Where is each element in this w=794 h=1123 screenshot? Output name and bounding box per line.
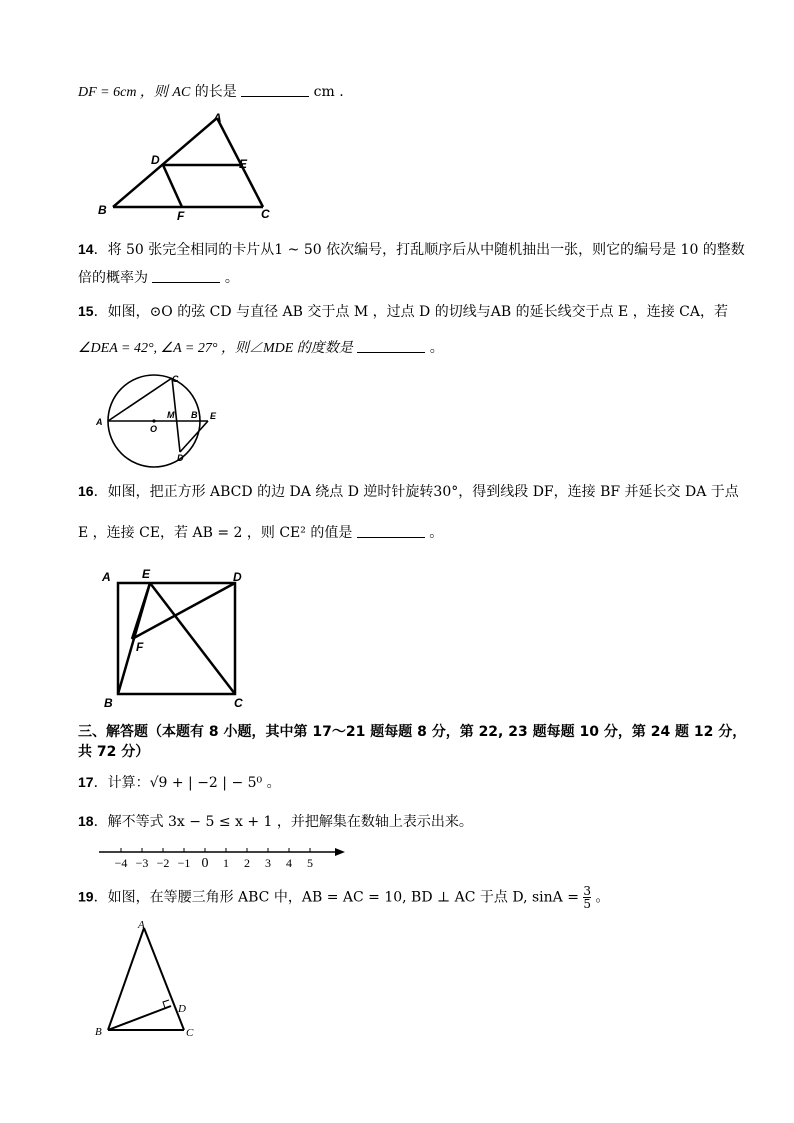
label-a: A [96, 417, 103, 427]
q15-text: ．如图，⊙O 的弦 CD 与直径 AB 交于点 M ，过点 D 的切线与AB 的延长线交于点 E ，连接 CA，若 [93, 304, 728, 320]
answer-blank[interactable] [152, 268, 220, 283]
label-e: E [142, 567, 151, 581]
segment-ca [108, 378, 172, 421]
number-line-tick-label: −2 [156, 856, 170, 870]
segment-ce [150, 583, 235, 694]
label-c: C [186, 1027, 194, 1039]
tangent-de [180, 421, 208, 452]
section-heading [78, 722, 758, 762]
q15-line2 [78, 338, 444, 359]
q18-body: ．解不等式 3x − 5 ≤ x + 1 ，并把解集在数轴上表示出来。 [93, 814, 473, 830]
figure-16-square [100, 565, 260, 710]
number-line-arrow [335, 848, 345, 856]
number-line-tick-label: −1 [177, 856, 191, 870]
q19-body: ．如图，在等腰三角形 ABC 中，AB = AC = 10, BD ⊥ AC 于点 D, sinA = [93, 889, 579, 906]
q17-text [78, 772, 281, 793]
label-e: E [239, 157, 248, 171]
number-line-tick-label: 5 [307, 856, 313, 870]
question-number: 16 [78, 483, 94, 499]
q19-text [78, 885, 610, 910]
section-heading-line1: 三、解答题（本题有 8 小题，其中第 17～21 题每题 8 分，第 22, 23 题每题 10 分，第 24 题 12 分， [78, 724, 747, 740]
label-a: A [102, 570, 111, 584]
number-line-tick-label: 3 [265, 856, 271, 870]
section-heading-line2: 共 72 分） [78, 744, 150, 760]
number-line-tick-label: −4 [114, 856, 128, 870]
label-b: B [95, 1026, 102, 1038]
question-number: 14 [78, 241, 94, 257]
q16-text: ．如图，把正方形 ABCD 的边 DA 绕点 D 逆时针旋转30°，得到线段 DF，连接 BF 并延长交 DA 于点 [93, 484, 739, 500]
q14-text-pre: 倍的概率为 [78, 270, 148, 286]
number-line [95, 840, 355, 870]
label-d: D [151, 153, 160, 167]
q16-line2 [78, 523, 443, 543]
q14-line2 [78, 268, 239, 288]
q13-text-pre: DF = 6cm ，则 [78, 85, 168, 100]
q13-text [78, 82, 344, 103]
q15-text-post: 。 [429, 340, 444, 356]
q15-text-pre: ∠DEA = 42°, ∠A = 27° ，则∠MDE 的度数是 [78, 341, 353, 356]
fraction-numerator: 3 [583, 884, 592, 898]
figure-15-circle [92, 373, 232, 463]
edge-ab [113, 118, 217, 207]
number-line-tick-label: 2 [244, 856, 250, 870]
label-d: D [177, 453, 184, 463]
figure-13-triangle [95, 110, 295, 225]
label-a: A [213, 111, 222, 125]
question-number: 19 [78, 888, 94, 905]
answer-blank[interactable] [241, 82, 309, 97]
q16-text-pre: E ，连接 CE，若 AB = 2 ，则 CE² 的值是 [78, 525, 353, 541]
q14-line1 [78, 239, 745, 260]
label-b: B [98, 203, 107, 217]
q17-body: ．计算：√9 + | −2 | − 5⁰ 。 [93, 775, 281, 791]
center-dot [152, 419, 155, 422]
label-c: C [234, 696, 243, 710]
q16-text-post: 。 [429, 525, 444, 541]
answer-blank[interactable] [357, 523, 425, 538]
question-number: 15 [78, 303, 94, 319]
label-e: E [210, 411, 217, 421]
label-c: C [172, 374, 179, 384]
label-m: M [167, 410, 175, 420]
fraction-three-fifths [583, 885, 591, 910]
q19-post: 。 [595, 889, 610, 906]
label-d: D [233, 570, 242, 584]
label-f: F [177, 209, 185, 223]
q13-text-mid: 的长是 [194, 84, 237, 100]
q16-line1 [78, 481, 739, 502]
figure-19-triangle [92, 918, 212, 1043]
q13-var: AC [172, 85, 191, 100]
q14-text: ．将 50 张完全相同的卡片从1 ~ 50 依次编号，打乱顺序后从中随机抽出一张，则它的编号是 10 的整数 [93, 242, 745, 258]
segment-df [163, 165, 182, 207]
square-abcd [118, 583, 235, 694]
segment-bd [108, 1006, 171, 1030]
question-number: 17 [78, 774, 94, 790]
label-a: A [138, 919, 145, 931]
label-f: F [136, 640, 144, 654]
question-number: 18 [78, 813, 94, 829]
answer-blank[interactable] [357, 338, 425, 353]
label-c: C [261, 207, 270, 221]
label-b: B [104, 696, 113, 710]
fraction-denominator: 5 [583, 897, 592, 911]
edge-ab [108, 928, 144, 1030]
q13-text-post: cm . [313, 84, 344, 100]
q14-text-post: 。 [224, 270, 239, 286]
q15-line1 [78, 301, 728, 322]
label-d: D [178, 1003, 186, 1015]
number-line-tick-label: 1 [223, 856, 229, 870]
label-b: B [191, 410, 198, 420]
q18-text [78, 811, 473, 832]
number-line-tick-label: 0 [201, 856, 209, 871]
label-o: O [150, 424, 158, 434]
number-line-tick-label: 4 [286, 856, 292, 870]
number-line-tick-label: −3 [135, 856, 149, 870]
